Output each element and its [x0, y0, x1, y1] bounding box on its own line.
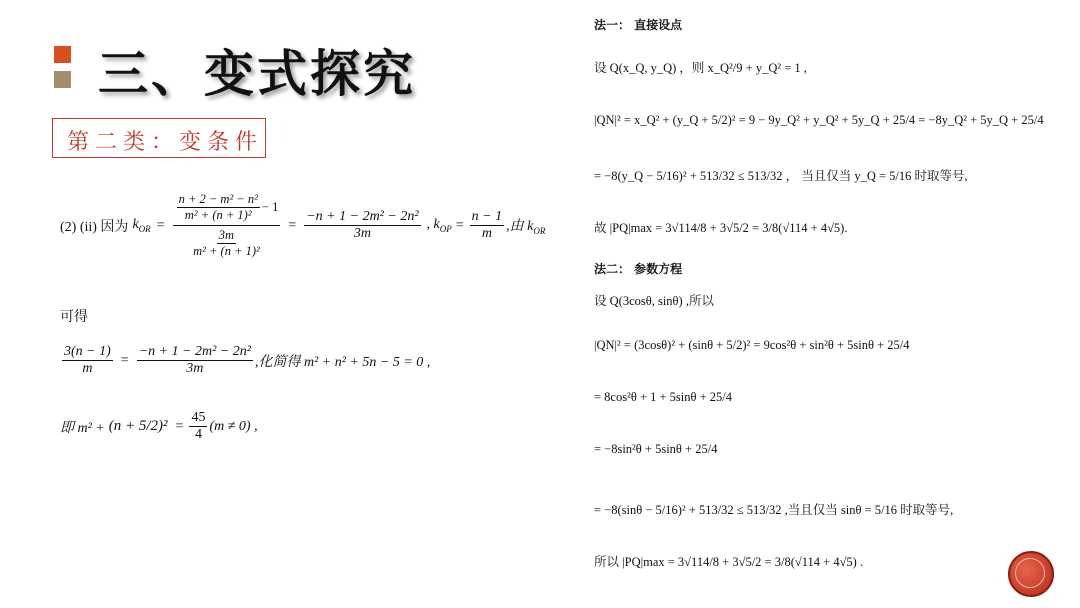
subtitle-box — [52, 118, 266, 158]
eq3-tail: (m ≠ 0) , — [209, 418, 258, 434]
equation-3 — [60, 410, 258, 443]
eq3-fraction — [189, 410, 207, 443]
kor-inner-tail: − 1 — [261, 200, 279, 214]
eq2-right-fraction — [137, 344, 253, 377]
p2-tail: ,由 $k_{OR}$ — [506, 219, 546, 236]
kor-big-denominator — [187, 226, 266, 259]
method1-line2: |QN|² = x_Q² + (y_Q + 5/2)² = 9 − 9y_Q² + y_Q² + 5y_Q + 25/4 = −8y_Q² + 5y_Q + 25/4 — [594, 113, 1044, 127]
kor-eq-num: −n + 1 − 2m² − 2n² — [306, 209, 419, 224]
p2-tail-text: ,由 k — [506, 219, 534, 235]
kop-label-text: , k — [426, 217, 440, 233]
method1-heading: 法一： 直接设点 — [594, 18, 683, 32]
method2-line5: = −8(sinθ − 5/16)² + 513/32 ≤ 513/32 ,当且仅当 sinθ = 5/16 时取等号, — [594, 503, 954, 517]
kop-label: , $k_{OP}$ — [426, 217, 452, 234]
eq3-den: 4 — [194, 427, 202, 442]
kop-num: n − 1 — [471, 209, 503, 224]
method2-line2: |QN|² = (3cosθ)² + (sinθ + 5/2)² = 9cos²θ + sin²θ + 5sinθ + 25/4 — [594, 338, 910, 352]
eq2-right-den: 3m — [186, 361, 204, 376]
kor-den-num: 3m — [218, 228, 235, 242]
method1-line4: 故 |PQ|max = 3√114/8 + 3√5/2 = 3/8(√114 + 4√5). — [594, 221, 848, 235]
eq2-equals: = — [120, 352, 129, 368]
kor-symbol: $k_{OR}$ — [132, 217, 151, 234]
method2-line4: = −8sin²θ + 5sinθ + 25/4 — [594, 442, 718, 456]
method1-line3: = −8(y_Q − 5/16)² + 513/32 ≤ 513/32 ， 当且仅当 y_Q = 5/16 时取等号, — [594, 169, 968, 183]
eq2-left-fraction — [62, 344, 113, 377]
eq3-paren: (n + 5/2)² — [108, 418, 168, 434]
kor-den-den: m² + (n + 1)² — [193, 244, 260, 258]
eq3-prefix: 即 m² + — [60, 420, 105, 436]
equals-sign-3: = — [455, 217, 464, 233]
kor-expression — [60, 192, 545, 259]
equation-2 — [60, 344, 430, 377]
kor-inner-fraction — [177, 192, 260, 223]
eq3-equals: = — [175, 418, 184, 434]
eq2-left-num: 3(n − 1) — [64, 344, 111, 359]
p2-prefix: (2) (ii) 因为 — [60, 219, 129, 235]
kop-fraction — [470, 209, 504, 242]
kor-eq-fraction — [304, 209, 420, 242]
kor-big-numerator — [173, 192, 281, 226]
equals-sign: = — [156, 217, 165, 233]
orange-square-icon — [54, 46, 71, 63]
subtitle: 第二类：变条件 — [67, 130, 264, 155]
kor-eq-den: 3m — [353, 226, 371, 241]
method1-line1: 设 Q(x_Q, y_Q) ，则 x_Q²/9 + y_Q² = 1 , — [594, 61, 807, 75]
kor-big-fraction — [173, 192, 281, 259]
method2-heading: 法二： 参数方程 — [594, 262, 683, 276]
kop-den: m — [481, 226, 492, 241]
kede-text: 可得 — [60, 310, 88, 325]
method2-line3: = 8cos²θ + 1 + 5sinθ + 25/4 — [594, 390, 733, 404]
method2-line1: 设 Q(3cosθ, sinθ) ,所以 — [594, 294, 714, 308]
circle-badge-icon — [1008, 551, 1054, 597]
kor-den-fraction — [191, 228, 262, 259]
eq2-left-den: m — [82, 361, 93, 376]
kor-inner-den: m² + (n + 1)² — [184, 208, 252, 222]
page-title: 三、变式探究 — [98, 45, 416, 103]
tan-square-icon — [54, 71, 71, 88]
kor-inner-num: n + 2 − m² − n² — [178, 192, 258, 206]
eq2-tail: ,化简得 m² + n² + 5n − 5 = 0 , — [254, 354, 431, 370]
equals-sign-2: = — [288, 217, 297, 233]
eq3-num: 45 — [191, 410, 206, 425]
method2-line6: 所以 |PQ|max = 3√114/8 + 3√5/2 = 3/8(√114 + 4√5) . — [594, 555, 864, 569]
eq2-right-num: −n + 1 − 2m² − 2n² — [138, 344, 251, 359]
